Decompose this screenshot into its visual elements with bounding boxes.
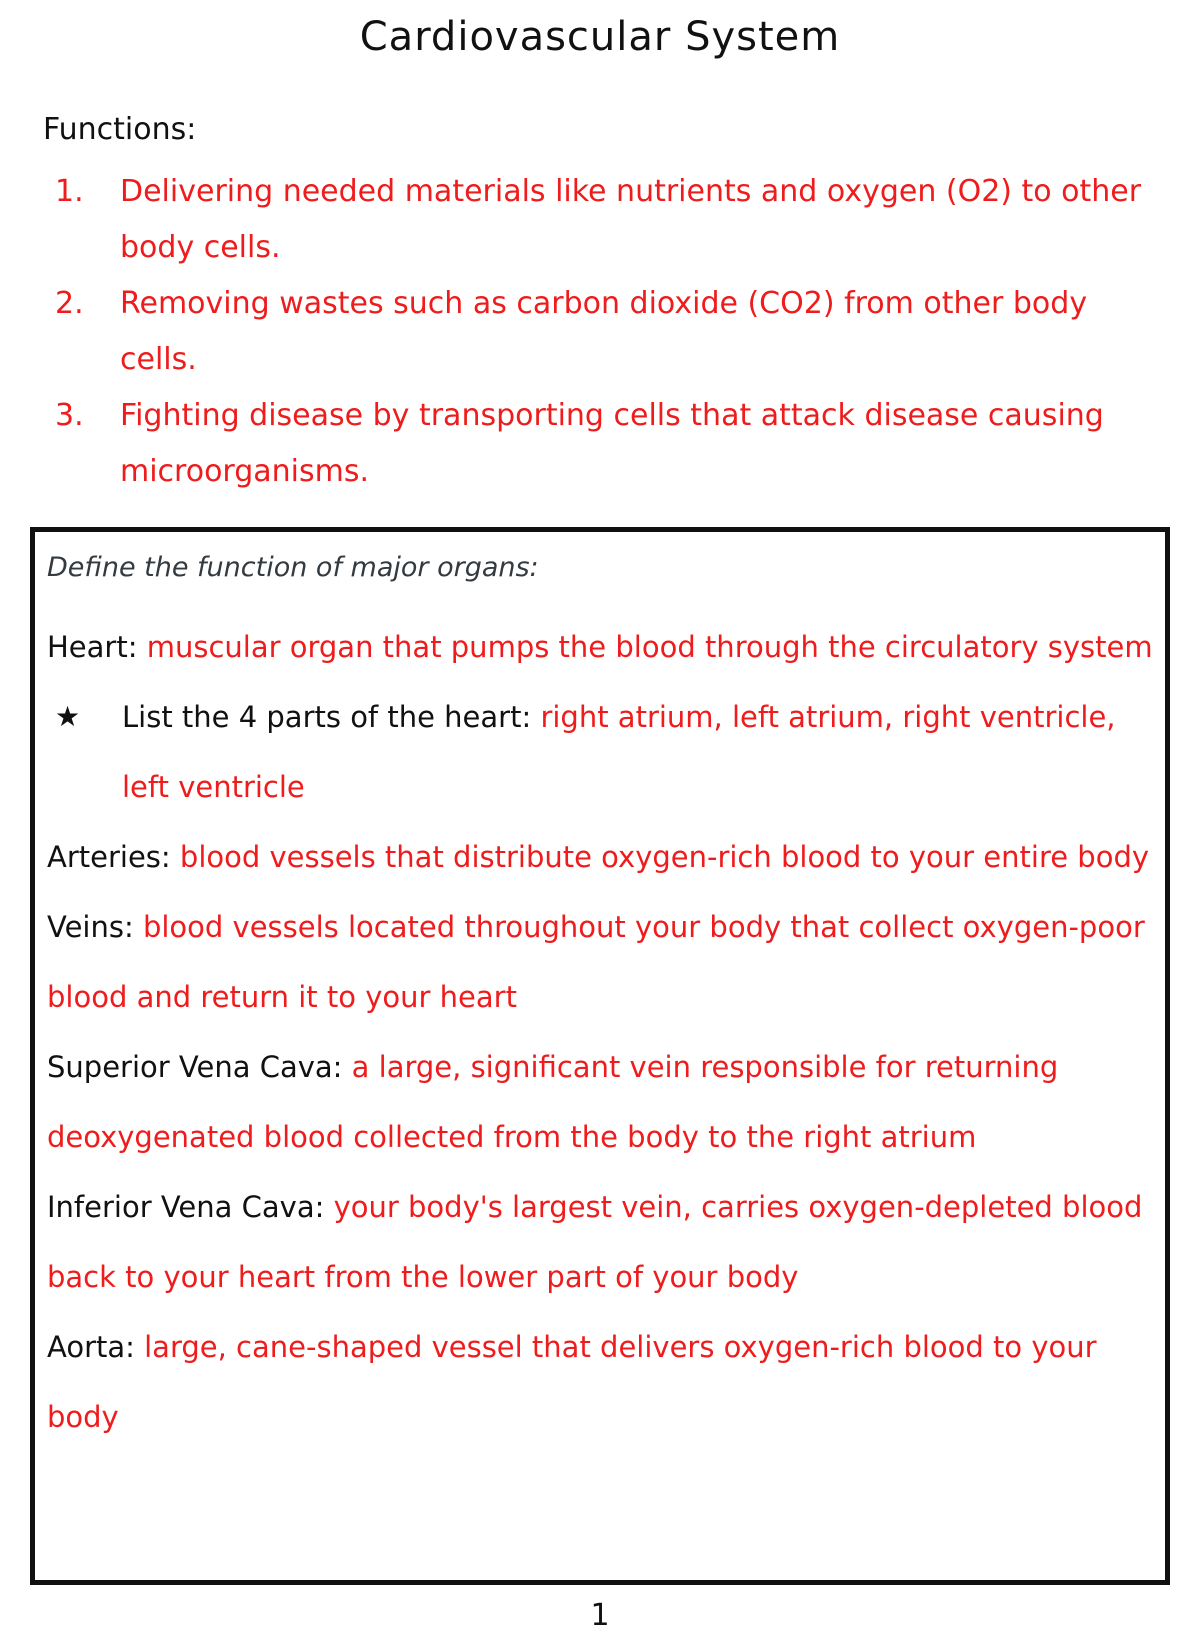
heart-parts-entry bbox=[47, 682, 1153, 822]
organs-box bbox=[30, 527, 1170, 1585]
function-item-2 bbox=[55, 276, 1165, 388]
aorta-term: Aorta: bbox=[47, 1330, 135, 1364]
heart-definition: muscular organ that pumps the blood through the circulatory system bbox=[146, 630, 1153, 664]
arteries-entry bbox=[47, 822, 1153, 892]
heart-entry bbox=[47, 612, 1153, 682]
aorta-definition: large, cane-shaped vessel that delivers oxygen-rich blood to your body bbox=[47, 1330, 1097, 1434]
inferior-vena-cava-definition: your body's largest vein, carries oxygen-depleted blood back to your heart from the lower part of your body bbox=[47, 1190, 1143, 1294]
function-item-1 bbox=[55, 164, 1165, 276]
heart-parts-definition: right atrium, left atrium, right ventricle, left ventricle bbox=[122, 700, 1116, 804]
veins-definition: blood vessels located throughout your body that collect oxygen-poor blood and return it to your heart bbox=[47, 910, 1145, 1014]
function-number: 1. bbox=[55, 174, 84, 209]
function-number: 2. bbox=[55, 286, 84, 321]
superior-vena-cava-term: Superior Vena Cava: bbox=[47, 1050, 343, 1084]
inferior-vena-cava-entry bbox=[47, 1172, 1153, 1312]
heart-term: Heart: bbox=[47, 630, 138, 664]
veins-term: Veins: bbox=[47, 910, 134, 944]
function-text: Removing wastes such as carbon dioxide (CO2) from other body cells. bbox=[120, 286, 1088, 377]
function-number: 3. bbox=[55, 398, 84, 433]
superior-vena-cava-entry bbox=[47, 1032, 1153, 1172]
function-item-3 bbox=[55, 388, 1165, 500]
star-icon: ★ bbox=[55, 700, 81, 733]
functions-list bbox=[55, 164, 1165, 500]
page-number: 1 bbox=[590, 1598, 610, 1633]
arteries-term: Arteries: bbox=[47, 840, 171, 874]
functions-heading: Functions: bbox=[43, 112, 197, 147]
inferior-vena-cava-term: Inferior Vena Cava: bbox=[47, 1190, 325, 1224]
heart-parts-term: List the 4 parts of the heart: bbox=[122, 700, 532, 734]
arteries-definition: blood vessels that distribute oxygen-rich blood to your entire body bbox=[179, 840, 1150, 874]
aorta-entry bbox=[47, 1312, 1153, 1452]
function-text: Fighting disease by transporting cells that attack disease causing microorganisms. bbox=[120, 398, 1104, 489]
organs-prompt: Define the function of major organs: bbox=[47, 552, 539, 583]
function-text: Delivering needed materials like nutrients and oxygen (O2) to other body cells. bbox=[120, 174, 1142, 265]
superior-vena-cava-definition: a large, significant vein responsible for returning deoxygenated blood collected from the body to the right atrium bbox=[47, 1050, 1059, 1154]
page-title: Cardiovascular System bbox=[359, 14, 841, 60]
veins-entry bbox=[47, 892, 1153, 1032]
